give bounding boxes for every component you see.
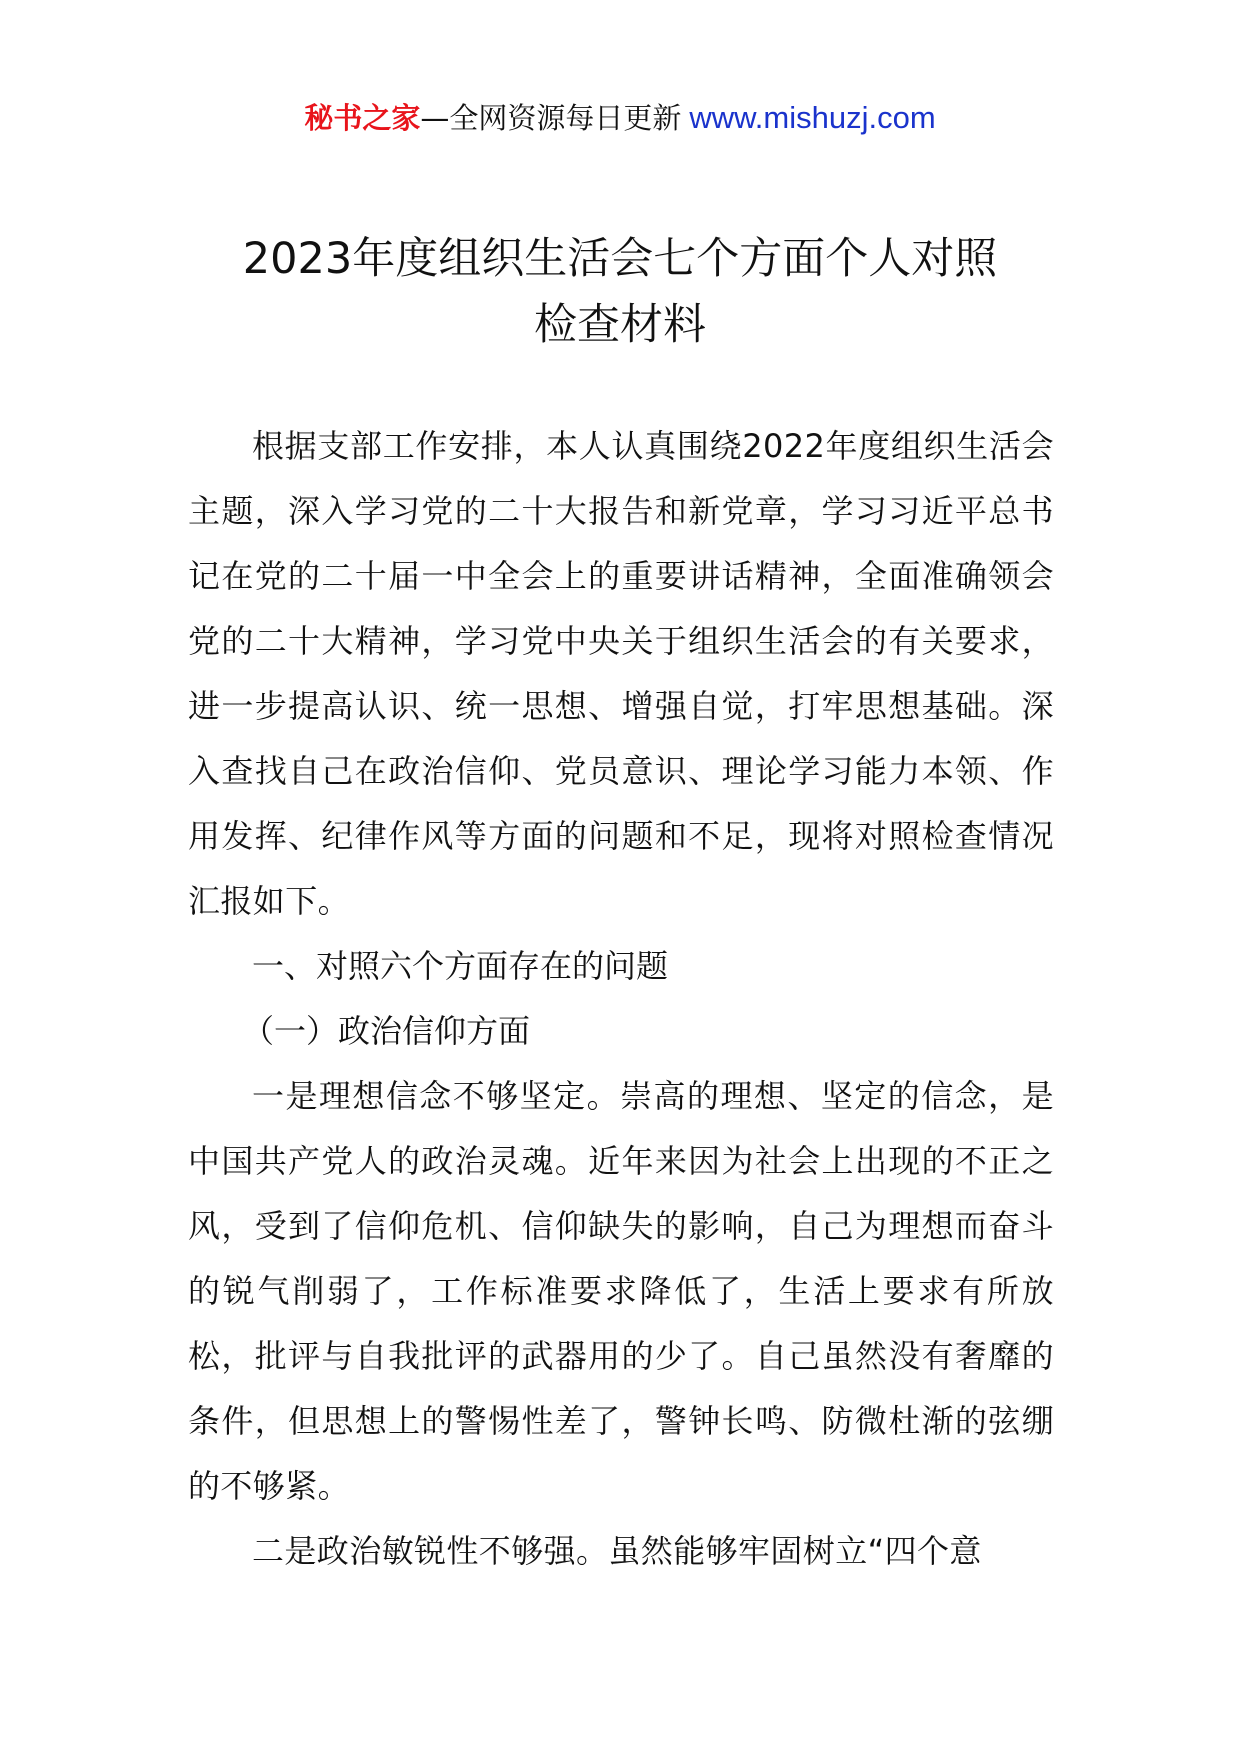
document-title (170, 226, 1070, 358)
brand-name: 秘书之家 (304, 101, 421, 135)
title-line-2: 检查材料 (534, 300, 706, 350)
header-banner (0, 98, 1240, 138)
section-heading: 一、对照六个方面存在的问题 (252, 947, 669, 985)
intro-paragraph: 根据支部工作安排，本人认真围绕2022年度组织生活会主题，深入学习党的二十大报告和新党章，学习习近平总书记在党的二十届一中全会上的重要讲话精神，全面准确领会党的二十大精神，学习党中央关于组织生活会的有关要求，进一步提高认识、统一思想、增强自觉，打牢思想基础。深入查找自己在政治信仰、党员意识、理论学习能力本领、作用发挥、纪律作风等方面的问题和不足，现将对照检查情况汇报如下。 (188, 427, 1054, 920)
document-body (188, 414, 1054, 1584)
subsection-heading: （一）政治信仰方面 (242, 1012, 531, 1050)
site-url-link[interactable]: www.mishuzj.com (689, 100, 936, 135)
title-line-1: 2023年度组织生活会七个方面个人对照 (242, 234, 998, 284)
body-paragraph-1: 一是理想信念不够坚定。崇高的理想、坚定的信念，是中国共产党人的政治灵魂。近年来因为社会上出现的不正之风，受到了信仰危机、信仰缺失的影响，自己为理想而奋斗的锐气削弱了，工作标准要求降低了，生活上要求有所放松，批评与自我批评的武器用的少了。自己虽然没有奢靡的条件，但思想上的警惕性差了，警钟长鸣、防微杜渐的弦绷的不够紧。 (188, 1077, 1054, 1505)
header-tagline: —全网资源每日更新 (420, 101, 682, 135)
body-paragraph-2: 二是政治敏锐性不够强。虽然能够牢固树立“四个意 (252, 1532, 982, 1570)
